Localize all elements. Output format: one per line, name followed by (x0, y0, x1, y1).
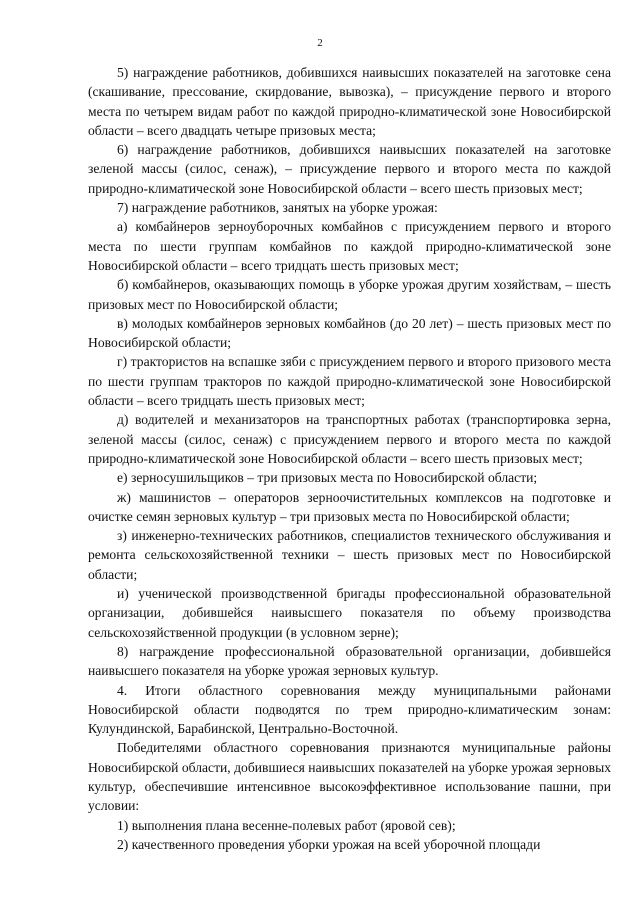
paragraph-winners: Победителями областного соревнования признаются муниципальные районы Новосибирской области, добившиеся наивысших показателей на уборке урожая зерновых культур, обеспечившие интенсивное высокоэффективное использование пашни, при условии: (88, 740, 611, 814)
page-number: 2 (317, 37, 323, 49)
paragraph-subitem-v: в) молодых комбайнеров зерновых комбайнов (до 20 лет) – шесть призовых мест по Новосибирской области; (88, 315, 611, 351)
paragraph-condition-2: 2) качественного проведения уборки урожая на всей уборочной площади (117, 836, 541, 852)
paragraph-subitem-b: б) комбайнеров, оказывающих помощь в уборке урожая другим хозяйствам, – шесть призовых мест по Новосибирской области; (88, 277, 611, 312)
paragraph-subitem-d: д) водителей и механизаторов на транспортных работах (транспортировка зерна, зеленой массы (силос, сенаж) с присуждением первого и второго места по каждой природно-климатической зоне Новосибирской области – всего шесть призовых мест; (88, 412, 611, 466)
paragraph-item-5-hay: 5) награждение работников, добившихся наивысших показателей на заготовке сена (скашивание, прессование, скирдование, вывозка), – присуждение первого и второго места по четырем видам работ по каждой природно-климатической зоне Новосибирской области – всего двадцать четыре призовых места; (88, 65, 611, 138)
paragraph-subitem-e: е) зерносушильщиков – три призовых места по Новосибирской области; (117, 470, 538, 486)
paragraph-section-4-results: 4. Итоги областного соревнования между муниципальными районами Новосибирской области подводятся по трем природно-климатическим зонам: Кулундинской, Барабинской, Центрально-Восточной. (88, 682, 611, 737)
paragraph-subitem-zh: ж) машинистов – операторов зерноочистительных комплексов на подготовке и очистке семян зерновых культур – три призовых места по Новосибирской области; (88, 489, 611, 524)
paragraph-subitem-z: з) инженерно-технических работников, специалистов технического обслуживания и ремонта сельскохозяйственной техники – шесть призовых мест по Новосибирской области; (88, 528, 611, 582)
document-body (88, 63, 611, 854)
paragraph-subitem-g: г) трактористов на вспашке зяби с присуждением первого и второго призового места по шести группам тракторов по каждой природно-климатической зоне Новосибирской области – всего тридцать шесть призовых мест; (88, 354, 611, 409)
paragraph-condition-1: 1) выполнения плана весенне-полевых работ (яровой сев); (117, 817, 456, 833)
paragraph-item-7-harvest: 7) награждение работников, занятых на уборке урожая: (117, 200, 438, 216)
paragraph-item-6-green-mass: 6) награждение работников, добившихся наивысших показателей на заготовке зеленой массы (силос, сенаж), – присуждение первого и второго места по каждой природно-климатической зоне Новосибирской области – всего шесть призовых мест; (88, 142, 611, 196)
paragraph-item-8-education: 8) награждение профессиональной образовательной организации, добившейся наивысшего показателя на уборке урожая зерновых культур. (88, 643, 611, 679)
paragraph-subitem-a: а) комбайнеров зерноуборочных комбайнов с присуждением первого и второго места по шести группам комбайнов по каждой природно-климатической зоне Новосибирской области – всего тридцать шесть призовых мест; (88, 219, 611, 273)
paragraph-subitem-i: и) ученической производственной бригады профессиональной образовательной организации, добившейся наивысшего показателя по объему производства сельскохозяйственной продукции (в условном зерне); (88, 586, 611, 640)
